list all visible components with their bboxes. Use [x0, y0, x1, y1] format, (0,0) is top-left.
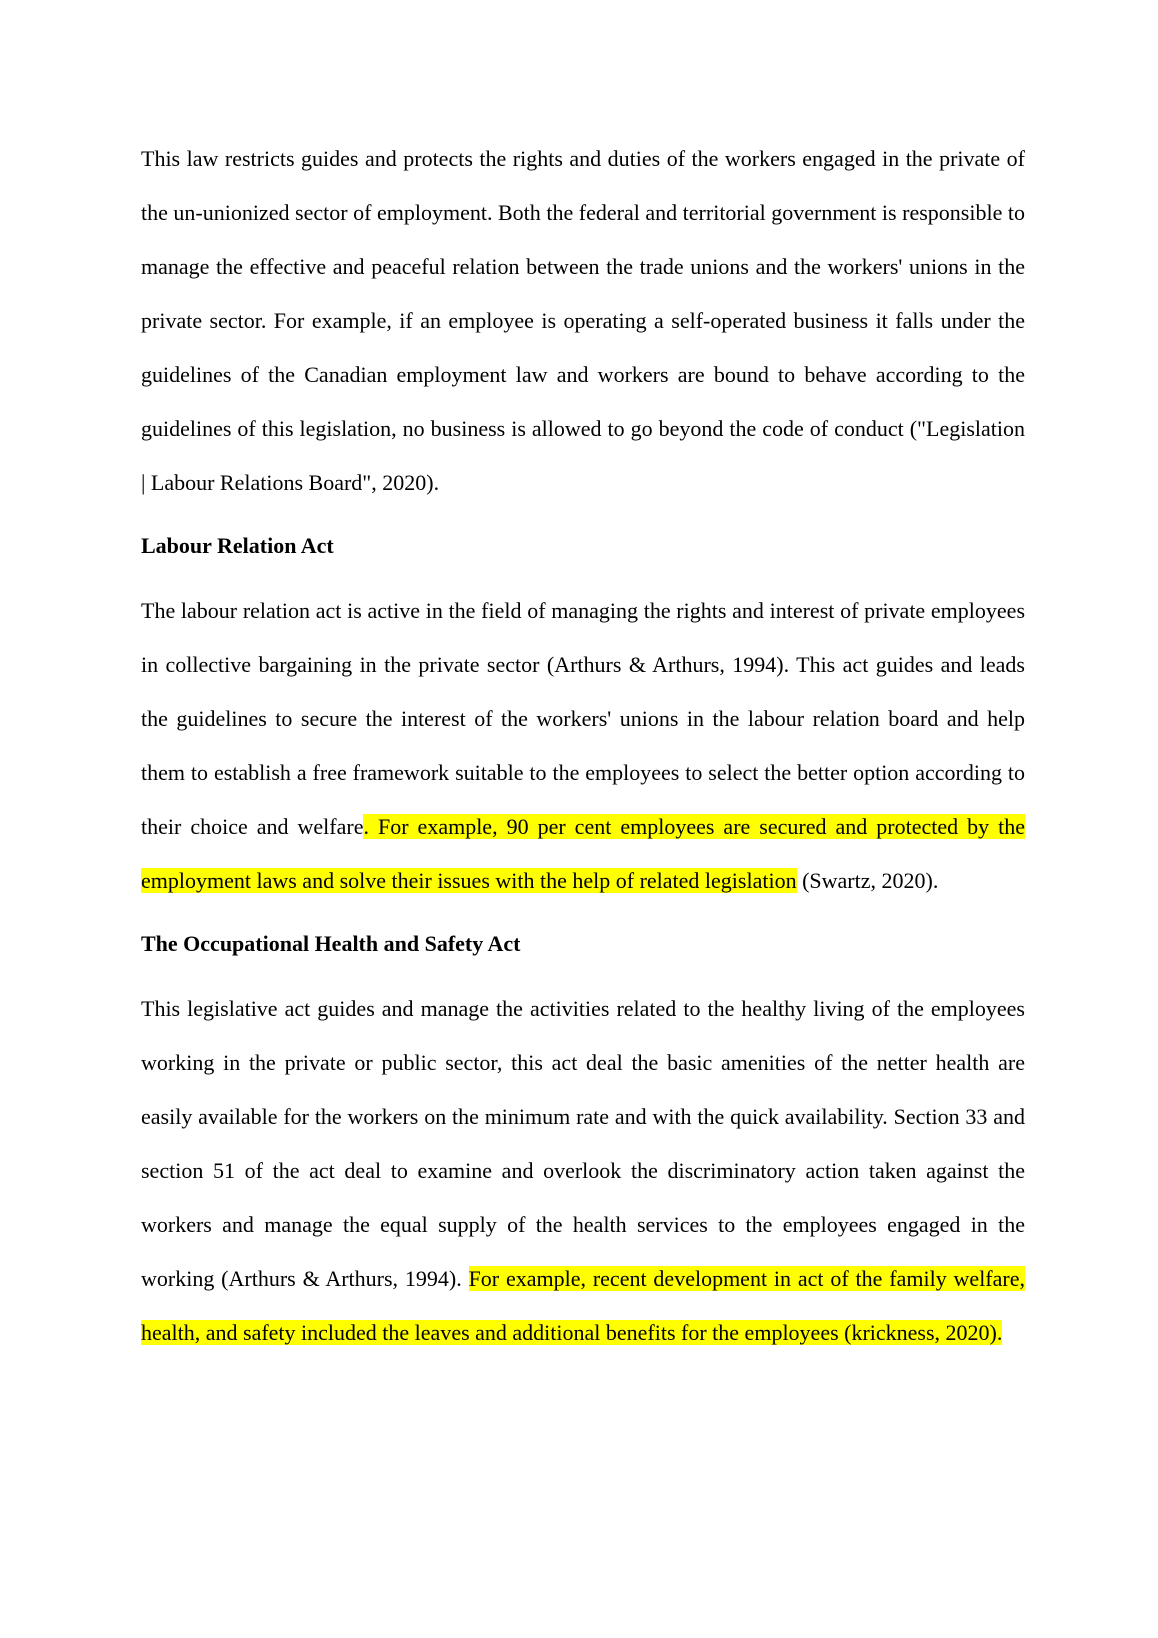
highlighted-text: . For example, 90 per cent employees are secured and protected by the employment laws and solve their issues with the help of related legislation: [141, 814, 1025, 893]
labour-relation-citation: (Swartz, 2020).: [796, 868, 939, 893]
intro-paragraph: [141, 132, 1025, 510]
labour-relation-act-heading: Labour Relation Act: [141, 533, 334, 558]
document-body: [141, 132, 1025, 1360]
labour-relation-text: The labour relation act is active in the field of managing the rights and interest of private employees in collective bargaining in the private sector (Arthurs & Arthurs, 1994). This act guides and leads the guidelines to secure the interest of the workers' unions in the labour relation board and help them to establish a free framework suitable to the employees to select the better option according to their choice and welfare: [141, 598, 1025, 839]
occupational-health-text: This legislative act guides and manage the activities related to the healthy living of the employees working in the private or public sector, this act deal the basic amenities of the netter health are easily available for the workers on the minimum rate and with the quick availability. Section 33 and section 51 of the act deal to examine and overlook the discriminatory action taken against the workers and manage the equal supply of the health services to the employees engaged in the working (Arthurs & Arthurs, 1994).: [141, 996, 1025, 1291]
highlighted-text: For example, recent development in act of the family welfare, health, and safety included the leaves and additional benefits for the employees (krickness, 2020).: [141, 1266, 1025, 1345]
occupational-health-safety-heading: The Occupational Health and Safety Act: [141, 931, 521, 956]
labour-relation-act-paragraph: [141, 584, 1025, 908]
occupational-health-safety-paragraph: [141, 982, 1025, 1360]
intro-paragraph-text: This law restricts guides and protects the rights and duties of the workers engaged in the private of the un-unionized sector of employment. Both the federal and territorial government is responsible to manage the effective and peaceful relation between the trade unions and the workers' unions in the private sector. For example, if an employee is operating a self-operated business it falls under the guidelines of the Canadian employment law and workers are bound to behave according to the guidelines of this legislation, no business is allowed to go beyond the code of conduct ("Legislation | Labour Relations Board", 2020).: [141, 146, 1025, 495]
